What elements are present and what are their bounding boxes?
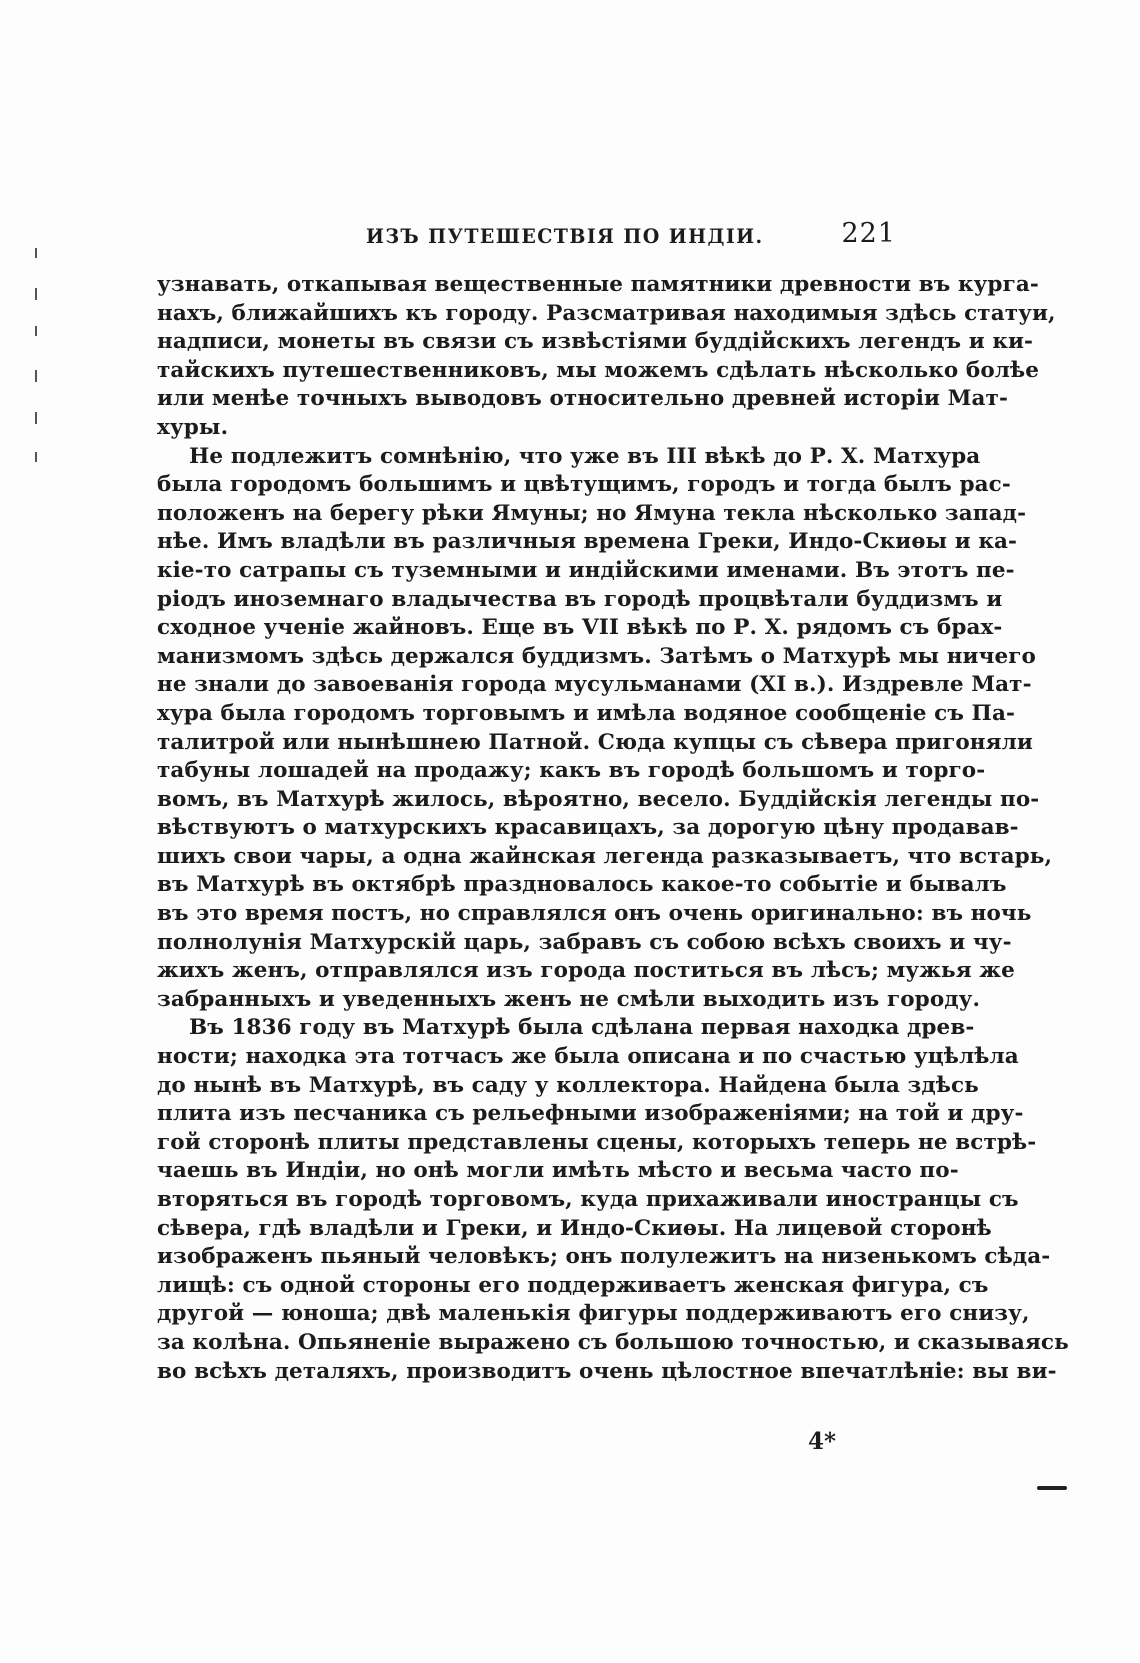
- text-line: полнолунія Матхурскій царь, забравъ съ собою всѣхъ своихъ и чу-: [157, 929, 1012, 955]
- running-title: ИЗЪ ПУТЕШЕСТВІЯ ПО ИНДІИ.: [366, 224, 764, 248]
- paragraph: [157, 271, 1056, 443]
- text-line: лищѣ: съ одной стороны его поддерживаетъ женская фигура, съ: [157, 1272, 989, 1298]
- text-line: шихъ свои чары, а одна жайнская легенда разказываетъ, что встарь,: [157, 843, 1053, 869]
- text-line: забранныхъ и уведенныхъ женъ не смѣли выходить изъ городу.: [157, 986, 981, 1012]
- text-line: жихъ женъ, отправлялся изъ города поститься въ лѣсъ; мужья же: [157, 958, 1015, 984]
- text-line: не знали до завоеванія города мусульманами (XI в.). Издревле Мат-: [157, 672, 1032, 698]
- page-number: 221: [841, 218, 896, 249]
- text-line: вторяться въ городѣ торговомъ, куда прихаживали иностранцы съ: [157, 1187, 1019, 1212]
- text-line: кіе-то сатрапы съ туземными и индійскими именами. Въ этотъ пе-: [157, 557, 1015, 583]
- text-line: талитрой или нынѣшнею Патной. Сюда купцы съ сѣвера пригоняли: [157, 729, 1033, 755]
- margin-scan-marks: [30, 240, 42, 480]
- margin-dash: [1037, 1486, 1067, 1490]
- text-line: или менѣе точныхъ выводовъ относительно древней исторіи Мат-: [157, 386, 1008, 412]
- text-line: узнавать, откапывая вещественные памятники древности въ курга-: [157, 272, 1039, 297]
- text-line: манизмомъ здѣсь держался буддизмъ. Затѣмъ о Матхурѣ мы ничего: [157, 643, 1036, 669]
- signature-mark: 4*: [808, 1428, 837, 1455]
- text-line: другой — юноша; двѣ маленькія фигуры поддерживаютъ его снизу,: [157, 1301, 1030, 1327]
- text-line: Въ 1836 году въ Матхурѣ была сдѣлана первая находка древ-: [189, 1015, 975, 1041]
- text-line: во всѣхъ деталяхъ, производитъ очень цѣлостное впечатлѣніе: вы ви-: [157, 1358, 1057, 1384]
- scan-mark: [35, 326, 37, 336]
- text-line: ріодъ иноземнаго владычества въ городѣ процвѣтали буддизмъ и: [157, 586, 1003, 612]
- scan-mark: [35, 412, 37, 424]
- text-line: чаешь въ Индіи, но онѣ могли имѣть мѣсто и весьма часто по-: [157, 1158, 959, 1184]
- text-line: хура была городомъ торговымъ и имѣла водяное сообщеніе съ Па-: [157, 700, 1015, 726]
- text-line: вомъ, въ Матхурѣ жилось, вѣроятно, весело. Буддійскія легенды по-: [157, 786, 1040, 812]
- paragraph: [157, 443, 1053, 1015]
- body-text: [157, 271, 1069, 1386]
- text-line: Не подлежитъ сомнѣнію, что уже въ III вѣкѣ до Р. Х. Матхура: [189, 443, 981, 469]
- text-line: нахъ, ближайшихъ къ городу. Разсматривая находимыя здѣсь статуи,: [157, 300, 1056, 326]
- text-line: вѣствуютъ о матхурскихъ красавицахъ, за дорогую цѣну продавав-: [157, 815, 1019, 841]
- scan-mark: [35, 370, 37, 382]
- text-line: нѣе. Имъ владѣли въ различныя времена Греки, Индо-Скиѳы и ка-: [157, 529, 1018, 555]
- text-line: за колѣна. Опьяненіе выражено съ большою точностью, и сказываясь: [157, 1329, 1069, 1355]
- text-line: ности; находка эта тотчасъ же была описана и по счастью уцѣлѣла: [157, 1044, 1019, 1070]
- text-line: положенъ на берегу рѣки Ямуны; но Ямуна текла нѣсколько запад-: [157, 500, 1027, 526]
- text-line: надписи, монеты въ связи съ извѣстіями буддійскихъ легендъ и ки-: [157, 329, 1034, 355]
- scan-mark: [35, 288, 37, 300]
- text-line: гой сторонѣ плиты представлены сцены, которыхъ теперь не встрѣ-: [157, 1129, 1037, 1155]
- scan-mark: [35, 452, 37, 462]
- text-line: изображенъ пьяный человѣкъ; онъ полулежитъ на низенькомъ сѣда-: [157, 1244, 1051, 1270]
- text-line: до нынѣ въ Матхурѣ, въ саду у коллектора. Найдена была здѣсь: [157, 1072, 979, 1098]
- text-line: была городомъ большимъ и цвѣтущимъ, городъ и тогда былъ рас-: [157, 472, 1011, 498]
- text-line: табуны лошадей на продажу; какъ въ городѣ большомъ и торго-: [157, 758, 986, 784]
- text-line: плита изъ песчаника съ рельефными изображеніями; на той и дру-: [157, 1101, 1024, 1127]
- text-line: тайскихъ путешественниковъ, мы можемъ сдѣлать нѣсколько болѣе: [157, 357, 1040, 383]
- scan-mark: [35, 248, 37, 258]
- text-line: хуры.: [157, 414, 229, 440]
- running-header: [152, 218, 896, 252]
- text-line: сѣвера, гдѣ владѣли и Греки, и Индо-Скиѳы. На лицевой сторонѣ: [157, 1215, 992, 1241]
- text-line: въ это время постъ, но справлялся онъ очень оригинально: въ ночь: [157, 901, 1032, 927]
- paragraph: [157, 1014, 1069, 1386]
- text-line: въ Матхурѣ въ октябрѣ праздновалось какое-то событіе и бывалъ: [157, 872, 1007, 898]
- text-line: сходное ученіе жайновъ. Еще въ VII вѣкѣ по Р. Х. рядомъ съ брах-: [157, 615, 1003, 641]
